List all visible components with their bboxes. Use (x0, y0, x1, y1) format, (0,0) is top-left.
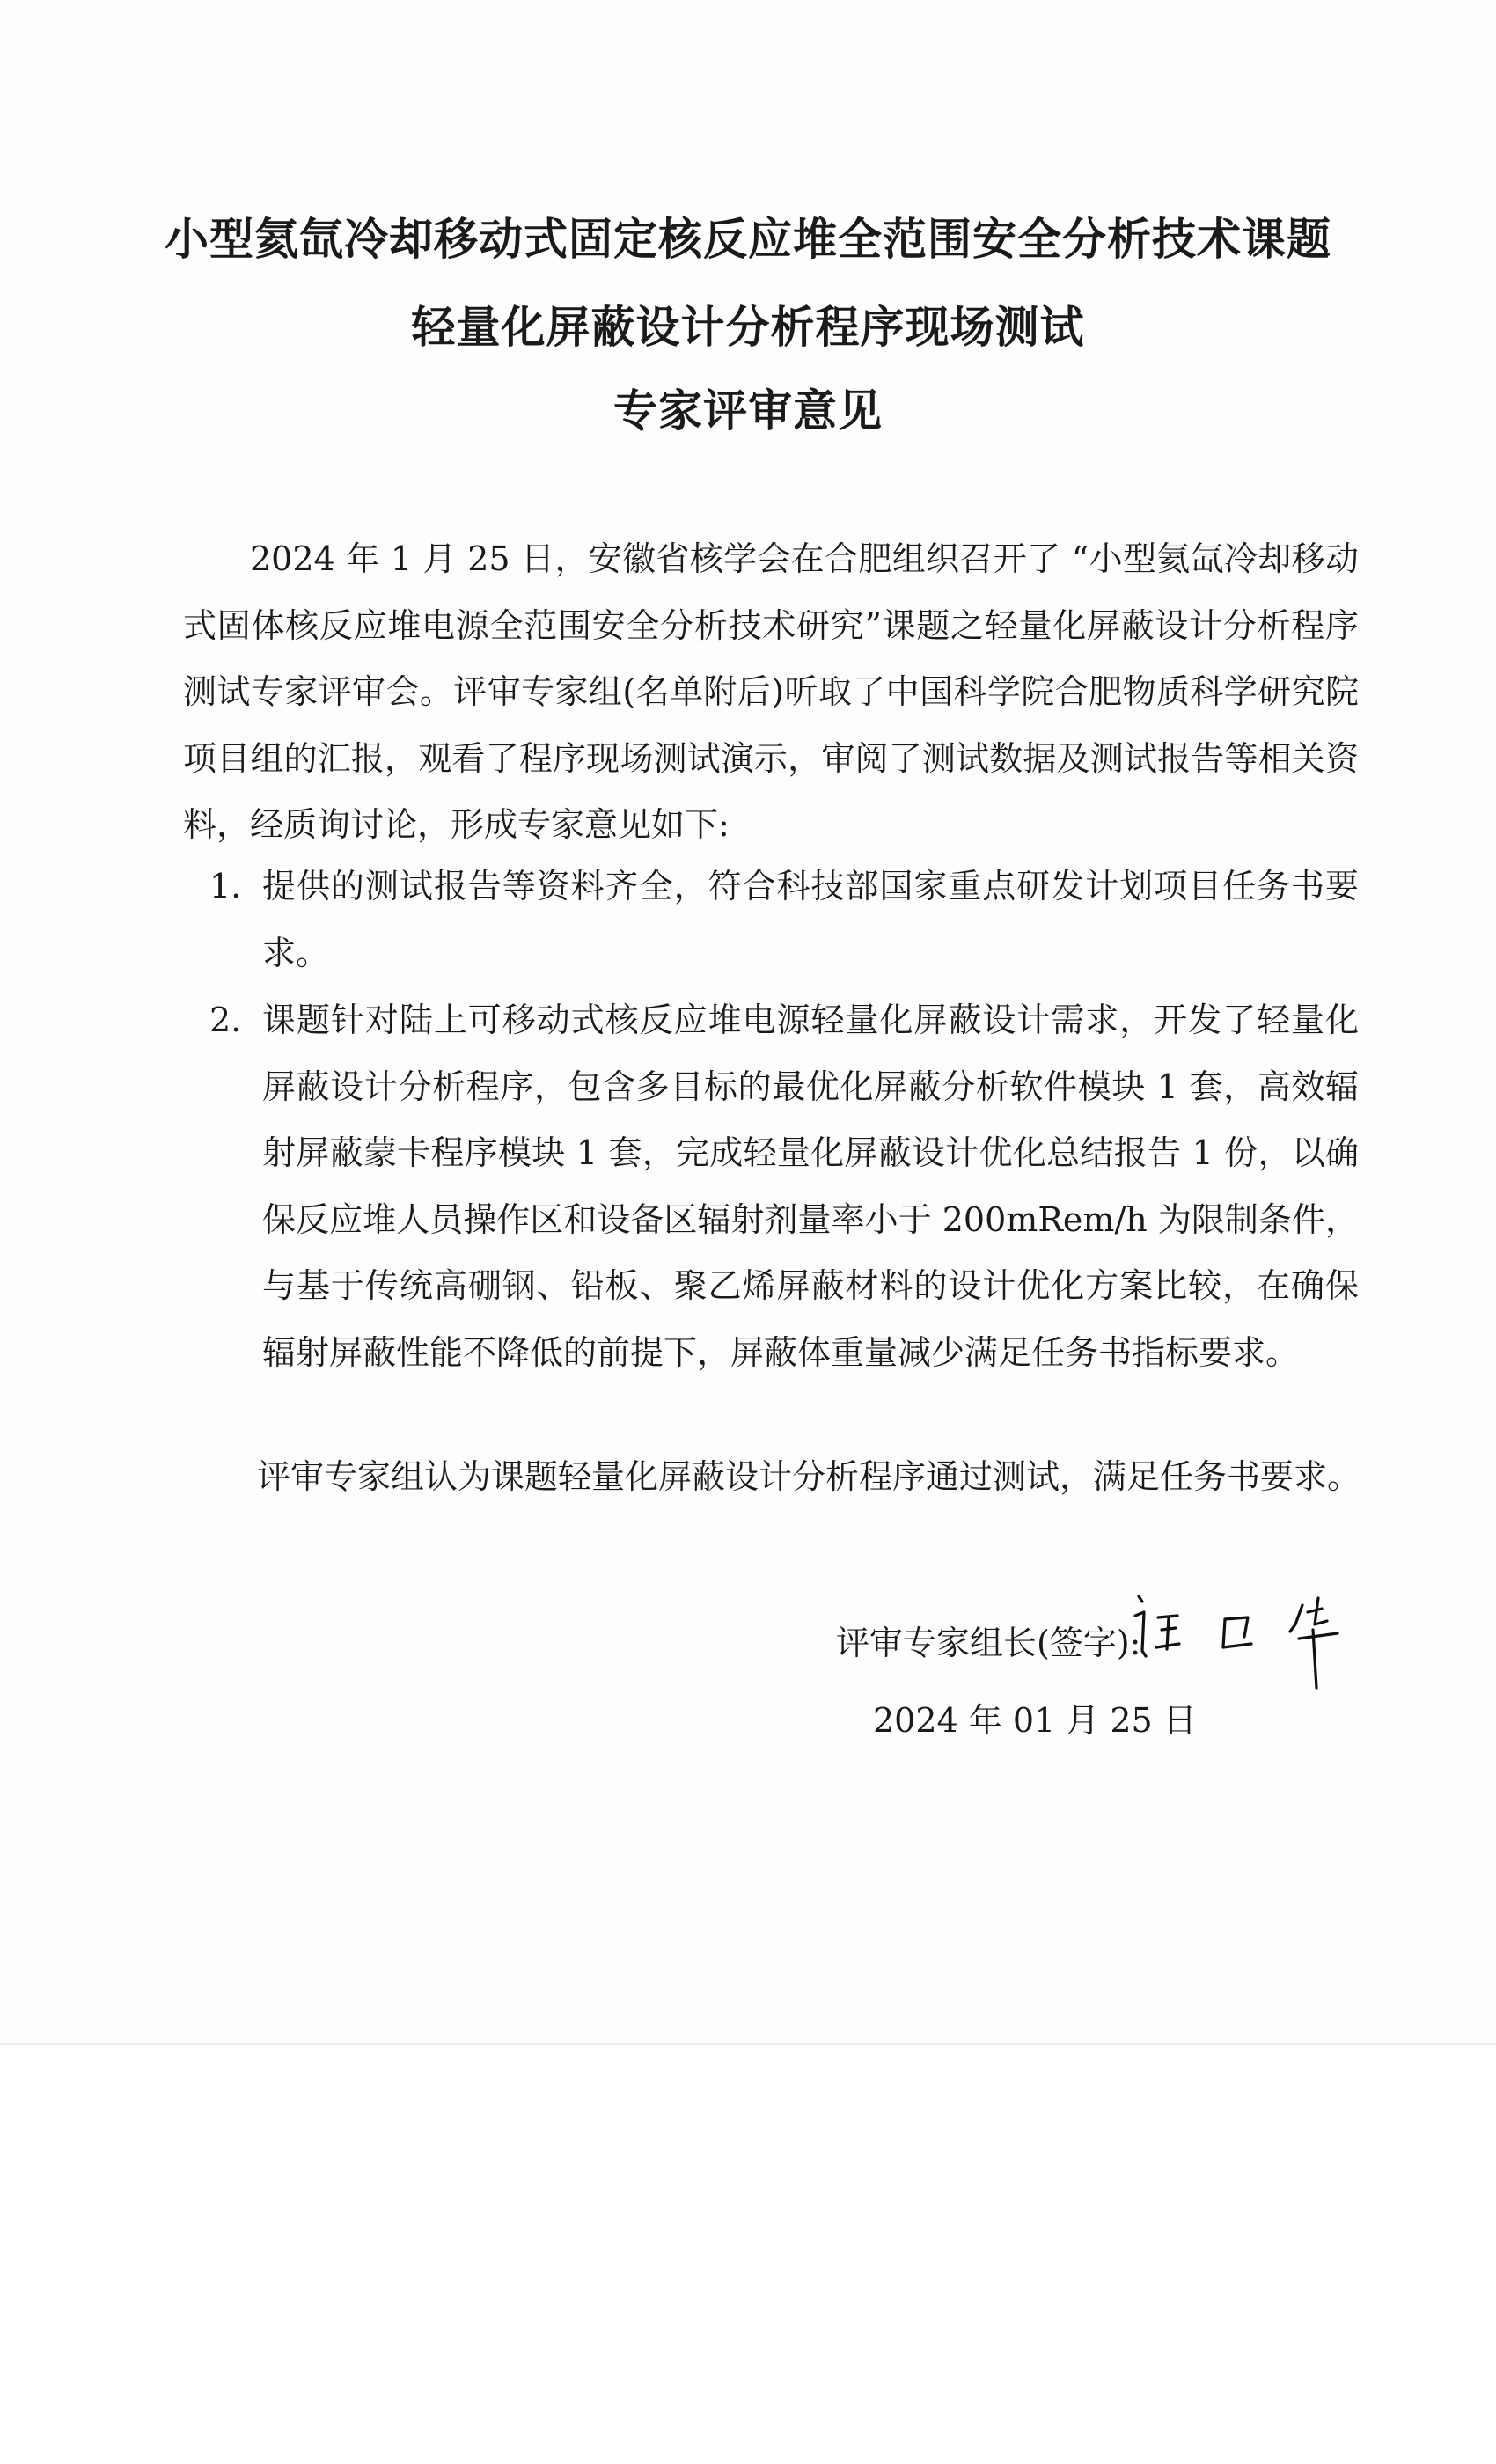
signature-date: 2024 年 01 月 25 日 (873, 1701, 1197, 1740)
item-text: 课题针对陆上可移动式核反应堆电源轻量化屏蔽设计需求，开发了轻量化屏蔽设计分析程序，包含多目标的最优化屏蔽分析软件模块 1 套，高效辐射屏蔽蒙卡程序模块 1 套，完成轻量化屏蔽设计优化总结报告 1 份，以确保反应堆人员操作区和设备区辐射剂量率小于 200mRem/h 为限制条件，与基于传统高硼钢、铅板、聚乙烯屏蔽材料的设计优化方案比较，在确保辐射屏蔽性能不降低的前提下，屏蔽体重量减少满足任务书指标要求。 (262, 1001, 1359, 1372)
title-line-2: 轻量化屏蔽设计分析程序现场测试 (411, 301, 1085, 353)
item-number: 2. (209, 1001, 242, 1039)
title-line-3: 专家评审意见 (613, 385, 883, 436)
item-number: 1. (209, 867, 242, 906)
item-text: 提供的测试报告等资料齐全，符合科技部国家重点研发计划项目任务书要求。 (262, 867, 1359, 972)
signature-label: 评审专家组长(签字): (836, 1624, 1141, 1662)
intro-paragraph: 2024 年 1 月 25 日，安徽省核学会在合肥组织召开了 “小型氦氙冷却移动式固体核反应堆电源全范围安全分析技术研究”课题之轻量化屏蔽设计分析程序测试专家评审会。评审专家组(名单附后)听取了中国科学院合肥物质科学研究院项目组的汇报，观看了程序现场测试演示，审阅了测试数据及测试报告等相关资料，经质询讨论，形成专家意见如下: (183, 539, 1359, 844)
opinion-item-1 (209, 854, 1359, 986)
title-line-1: 小型氦氙冷却移动式固定核反应堆全范围安全分析技术课题 (165, 213, 1331, 265)
conclusion-paragraph: 评审专家组认为课题轻量化屏蔽设计分析程序通过测试，满足任务书要求。 (257, 1457, 1361, 1496)
page-edge (0, 2043, 1496, 2045)
opinion-item-2 (209, 987, 1359, 1386)
